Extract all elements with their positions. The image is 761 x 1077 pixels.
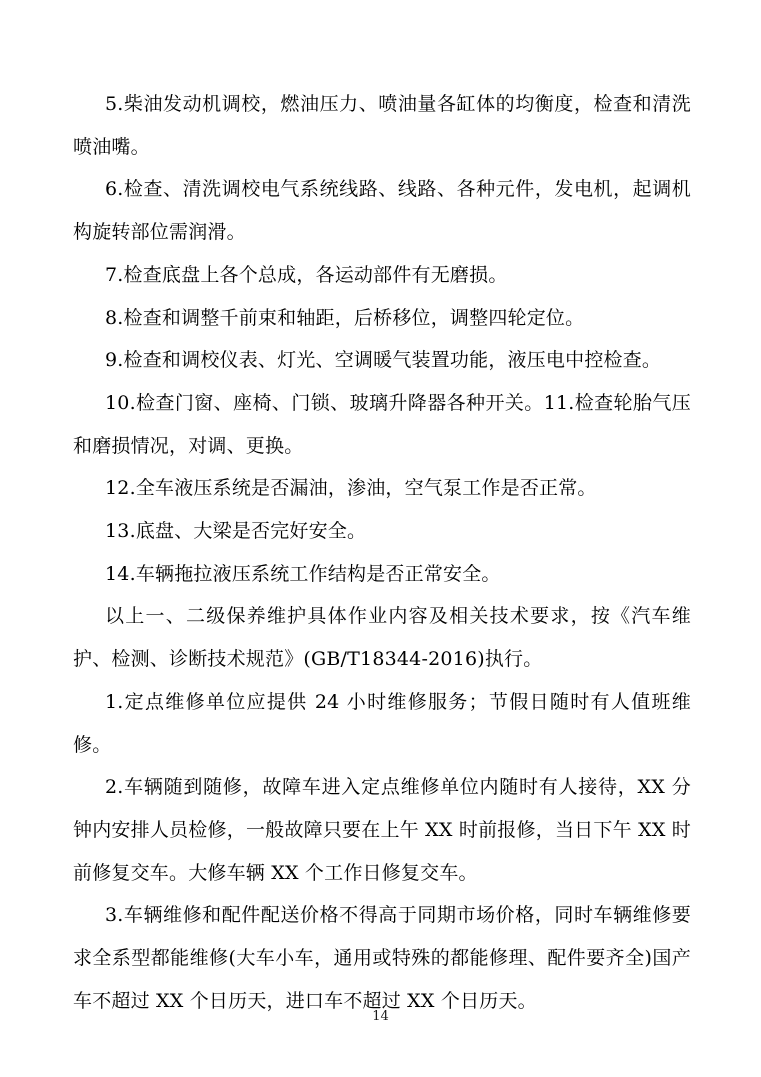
paragraph-requirement-3: 3.车辆维修和配件配送价格不得高于同期市场价格，同时车辆维修要求全系型都能维修(大车小车，通用或特殊的都能修理、配件要齐全)国产车不超过 XX 个日历天，进口车不超过 XX 个日历天。: [73, 904, 691, 1012]
paragraph-item-9: 9.检查和调校仪表、灯光、空调暖气装置功能，液压电中控检查。: [105, 349, 662, 372]
paragraph-item-12: 12.全车液压系统是否漏油，渗油，空气泵工作是否正常。: [105, 477, 597, 500]
page-footer: [0, 1008, 761, 1026]
paragraph-item-6: 6.检查、清洗调校电气系统线路、线路、各种元件，发电机，起调机构旋转部位需润滑。: [73, 178, 691, 244]
paragraph-requirement-1: 1.定点维修单位应提供 24 小时维修服务；节假日随时有人值班维修。: [73, 690, 691, 756]
document-body: [73, 83, 691, 1022]
paragraph-item-5: 5.柴油发动机调校，燃油压力、喷油量各缸体的均衡度，检查和清洗喷油嘴。: [73, 93, 691, 158]
paragraph-item-10-11: 10.检查门窗、座椅、门锁、玻璃升降器各种开关。11.检查轮胎气压和磨损情况，对调、更换。: [73, 391, 691, 457]
page-number: 14: [372, 1009, 389, 1024]
paragraph-item-13: 13.底盘、大梁是否完好安全。: [105, 520, 367, 543]
paragraph-item-14: 14.车辆拖拉液压系统工作结构是否正常安全。: [105, 562, 501, 585]
paragraph-item-8: 8.检查和调整千前束和轴距，后桥移位，调整四轮定位。: [105, 306, 585, 329]
paragraph-item-7: 7.检查底盘上各个总成，各运动部件有无磨损。: [105, 263, 508, 286]
paragraph-summary-standard: 以上一、二级保养维护具体作业内容及相关技术要求，按《汽车维护、检测、诊断技术规范》(GB/T18344-2016)执行。: [73, 605, 691, 671]
paragraph-requirement-2: 2.车辆随到随修，故障车进入定点维修单位内随时有人接待，XX 分钟内安排人员检修，一般故障只要在上午 XX 时前报修，当日下午 XX 时前修复交车。大修车辆 XX 个工作日修复交车。: [73, 776, 691, 884]
